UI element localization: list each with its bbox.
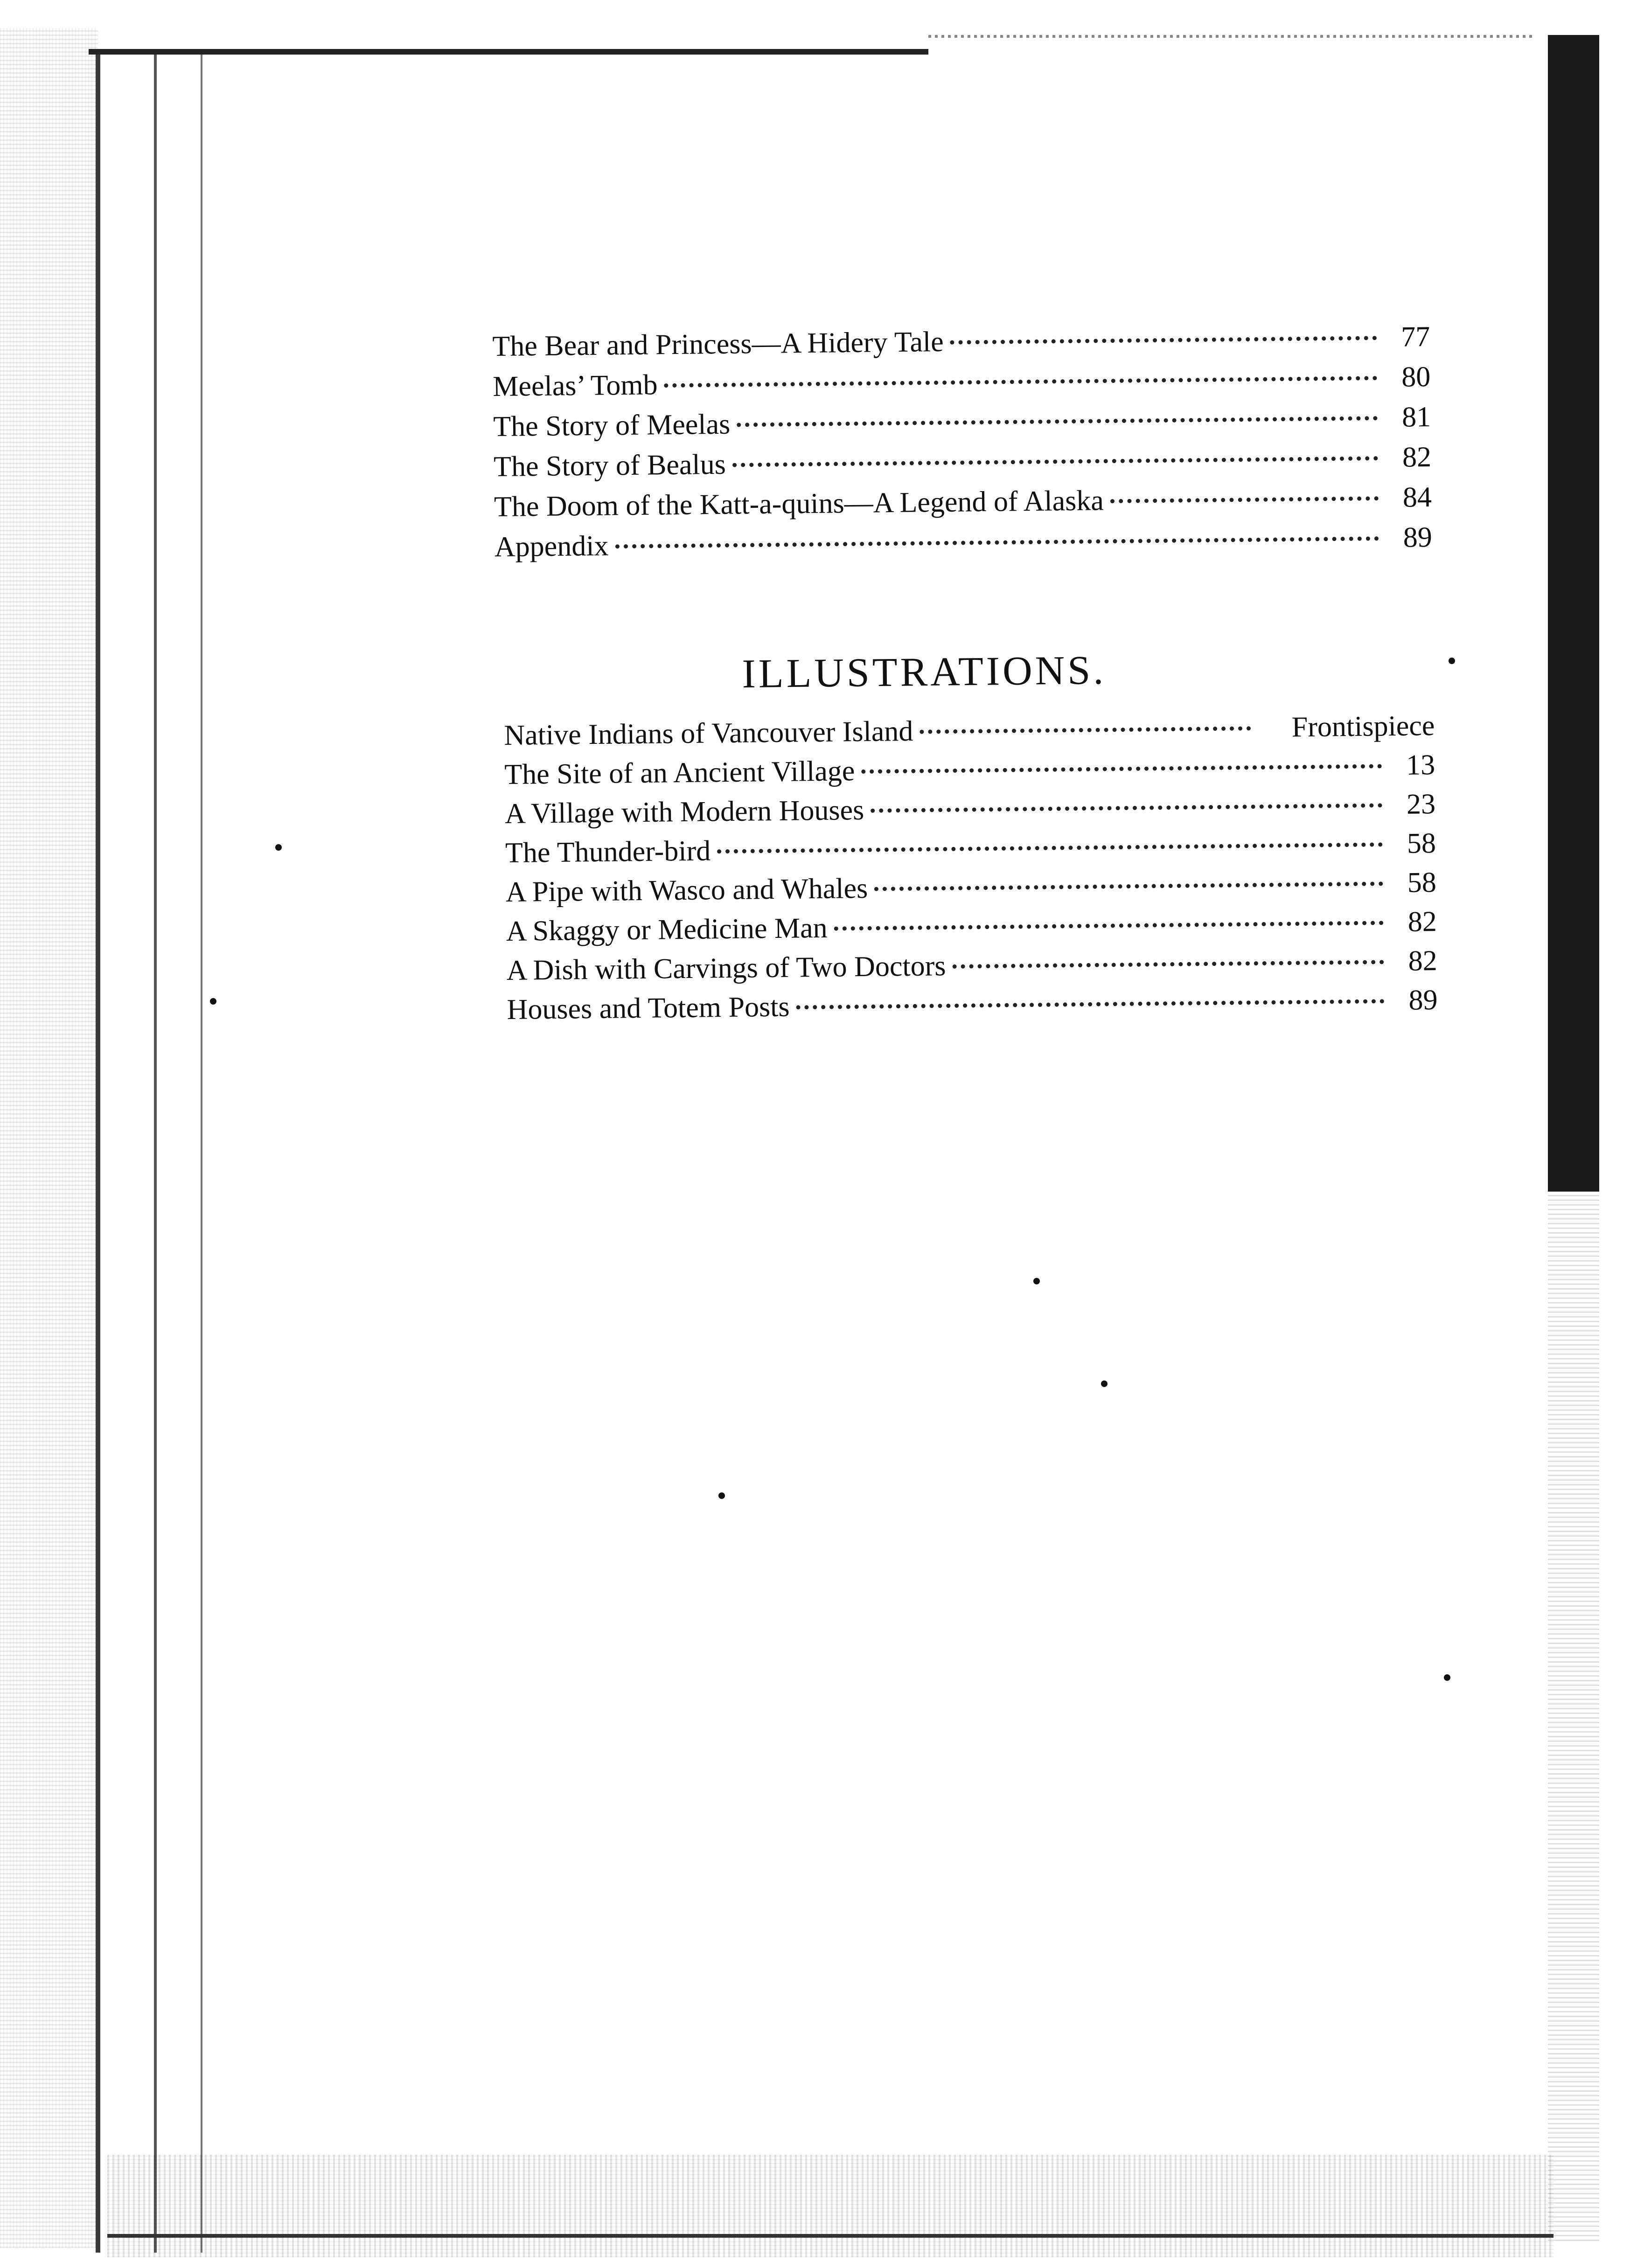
entry-title: A Skaggy or Medicine Man — [506, 912, 828, 947]
entry-page: 58 — [1407, 827, 1436, 860]
entry-title: Appendix — [494, 530, 609, 563]
entry-title: The Bear and Princess—A Hidery Tale — [492, 326, 944, 362]
dot-leader — [950, 336, 1377, 345]
entry-title: A Pipe with Wasco and Whales — [505, 872, 868, 908]
entry-title: A Dish with Carvings of Two Doctors — [506, 950, 946, 986]
dot-leader — [834, 921, 1384, 930]
entry-page: 23 — [1406, 788, 1436, 820]
dot-leader — [732, 456, 1378, 467]
contents-list — [492, 317, 1432, 567]
illustrations-list — [504, 706, 1438, 1029]
bottom-edge-scan-noise — [107, 2155, 1553, 2257]
entry-page: 77 — [1400, 320, 1430, 353]
bottom-edge-rule — [107, 2234, 1553, 2238]
entry-title: The Story of Bealus — [493, 448, 726, 483]
entry-title: Native Indians of Vancouver Island — [504, 715, 913, 751]
illustrations-heading: ILLUSTRATIONS. — [742, 647, 1107, 697]
entry-page: 82 — [1408, 945, 1437, 977]
left-edge-scan-noise — [0, 28, 98, 2248]
entry-page: 89 — [1408, 984, 1438, 1016]
dot-leader — [861, 764, 1382, 774]
binding-edge-line — [96, 51, 100, 2253]
binding-edge-line — [201, 51, 202, 2253]
entry-page: 80 — [1401, 361, 1431, 393]
entry-page: Frontispiece — [1291, 710, 1435, 743]
dust-speck — [1444, 1674, 1450, 1681]
entry-page: 13 — [1406, 749, 1435, 781]
dot-leader — [737, 416, 1378, 427]
entry-title: The Site of an Ancient Village — [504, 755, 855, 791]
right-edge-scan-noise — [1548, 1192, 1599, 2241]
entry-page: 81 — [1401, 401, 1431, 433]
top-edge-dashes — [928, 35, 1535, 38]
dot-leader — [796, 999, 1384, 1009]
dot-leader — [615, 536, 1379, 548]
entry-page: 82 — [1402, 441, 1432, 473]
dot-leader — [871, 803, 1382, 812]
dust-speck — [1449, 658, 1455, 664]
dust-speck — [1033, 1278, 1040, 1284]
dust-speck — [210, 998, 216, 1005]
dot-leader — [717, 842, 1383, 853]
dust-speck — [718, 1492, 725, 1499]
binding-edge-line — [154, 51, 157, 2253]
dot-leader — [920, 726, 1251, 734]
right-edge-shadow — [1548, 35, 1599, 1192]
entry-page: 84 — [1402, 481, 1432, 513]
entry-title: Meelas’ Tomb — [492, 369, 658, 402]
entry-page: 82 — [1407, 906, 1437, 938]
dot-leader — [874, 881, 1383, 891]
entry-title: Houses and Totem Posts — [507, 991, 790, 1026]
entry-page: 89 — [1403, 521, 1433, 554]
top-edge-rule — [89, 49, 928, 55]
entry-title: The Doom of the Katt-a-quins—A Legend of Alaska — [494, 485, 1104, 523]
dot-leader — [1110, 496, 1379, 503]
entry-title: A Village with Modern Houses — [504, 794, 864, 830]
entry-title: The Story of Meelas — [493, 408, 731, 443]
dust-speck — [275, 844, 282, 851]
entry-title: The Thunder-bird — [505, 835, 711, 869]
dot-leader — [664, 376, 1378, 388]
dust-speck — [1101, 1380, 1108, 1387]
entry-page: 58 — [1407, 867, 1437, 899]
dot-leader — [952, 960, 1384, 969]
